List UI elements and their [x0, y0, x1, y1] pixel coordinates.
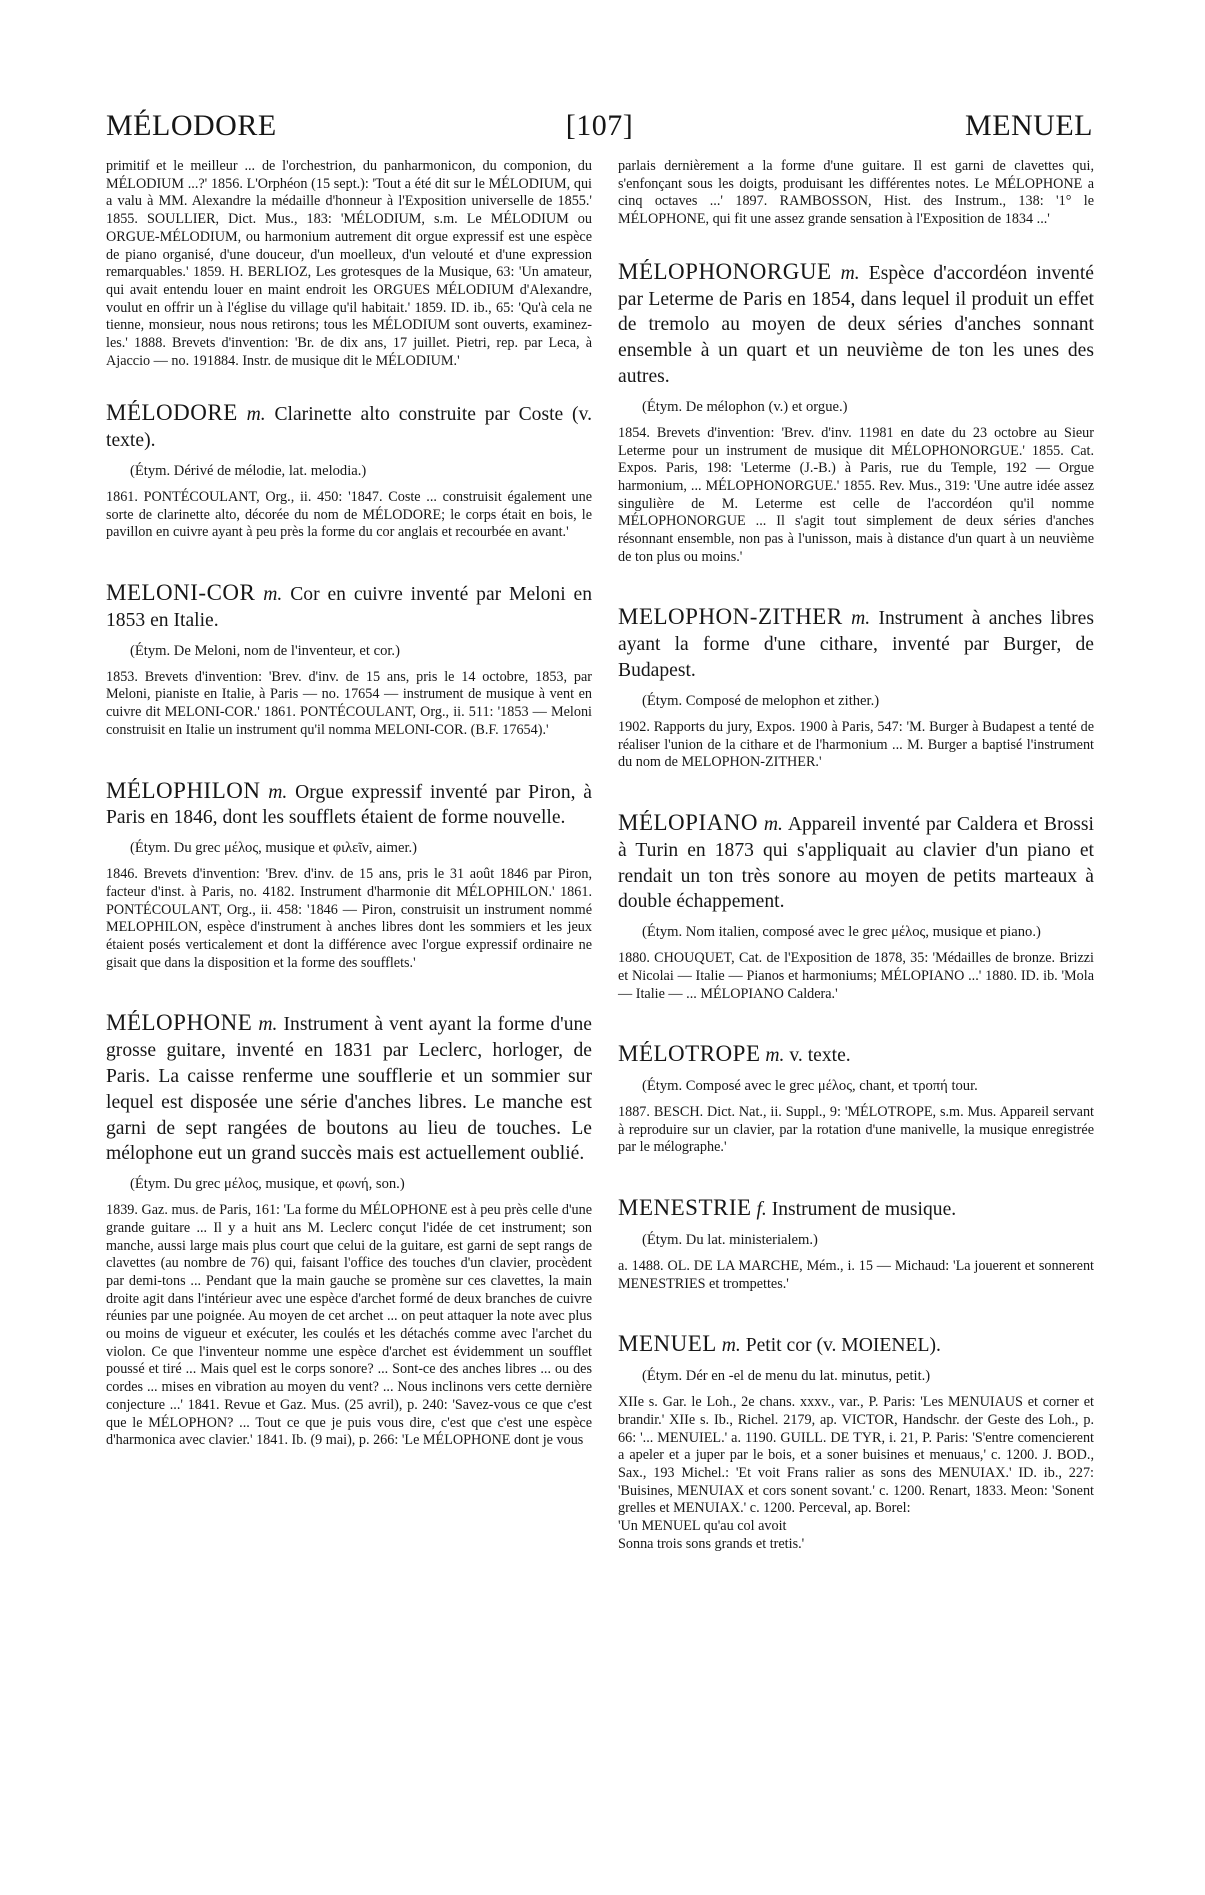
entry-definition: Cor en cuivre inventé par Meloni en 1853 en Italie.: [106, 584, 593, 631]
entry-definition: v. texte.: [789, 1045, 851, 1067]
continuation-text: parlais dernièrement a la forme d'une guitare. Il est garni de clavettes qui, s'enfonçant sous les doigts, produisant les différentes notes. Le MÉLOPHONE a cinq octaves ...' 1897. RAMBOSSON, Hist. des Instrum., 138: '1° le MÉLOPHONE, qui fit une assez grande sensation à l'Exposition de 1834 ...': [618, 158, 1094, 228]
right-column: [618, 158, 1094, 1591]
entry-etymology: (Étym. Du lat. ministerialem.): [642, 1231, 818, 1248]
entry-etymology: (Étym. Dér en -el de menu du lat. minutus, petit.): [642, 1368, 931, 1385]
dictionary-entry-menestrie: [618, 1195, 1094, 1293]
entry-citations: a. 1488. OL. DE LA MARCHE, Mém., i. 15 — Michaud: 'La jouerent et sonnerent MENESTRIES et trompettes.': [618, 1257, 1094, 1292]
dictionary-entry-melodore: [106, 400, 592, 542]
entry-citations: 1880. CHOUQUET, Cat. de l'Exposition de 1878, 35: 'Médailles de bronze. Brizzi et Nicolai — Italie — Pianos et harmoniums; MÉLOPIANO ...' 1880. ID. ib. 'Mola — Italie — ... MÉLOPIANO Caldera.': [618, 950, 1094, 1002]
entry-lead: [106, 778, 592, 832]
dictionary-entry-meloni-cor: [106, 580, 592, 739]
entry-lead: [106, 580, 592, 634]
grammar-label: m.: [258, 1014, 278, 1036]
entry-citations: 1854. Brevets d'invention: 'Brev. d'inv. 11981 en date du 23 octobre au Sieur Leterme pour un instrument de musique dit MÉLOPHONORGUE.' 1855. Cat. Expos. Paris, 198: 'Leterme (J.-B.) à Paris, rue du Temple, 192 — Orgue harmonium, ... MÉLOPHONORGUE.' 1855. Rev. Mus., 319: 'Une autre idée assez singulière de M. Leterme est celle de l'accordéon qu'il nomme MÉLOPHONORGUE ... Il s'agit tout simplement de deux séries d'anches résonnant ensemble, non pas à l'unisson, mais à distance d'un quart à un neuvième de ton plus ou moins.': [618, 424, 1094, 565]
header-left-guide-word: MÉLODORE: [106, 109, 277, 142]
entry-etymology: (Étym. De Meloni, nom de l'inventeur, et cor.): [130, 642, 400, 659]
grammar-label: f.: [756, 1199, 767, 1221]
running-head: [106, 104, 1093, 148]
entry-citations: 1853. Brevets d'invention: 'Brev. d'inv. de 15 ans, pris le 14 octobre, 1853, par Meloni, pianiste en Italie, à Paris — no. 17654 — instrument de musique à vent en cuivre dit MELONI-COR.' 1861. PONTÉCOULANT, Org., ii. 511: '1853 — Meloni construisit en Italie un instrument qu'il nomma MELONI-COR. (B.F. 17654).': [106, 668, 592, 738]
entry-etymology: (Étym. Dérivé de mélodie, lat. melodia.): [130, 463, 367, 480]
entry-etymology: (Étym. Composé avec le grec μέλος, chant, et τροπή tour.: [642, 1078, 978, 1095]
entry-headword: MÉLOPHONORGUE: [618, 258, 832, 284]
left-column: [106, 158, 592, 1488]
grammar-label: m.: [246, 404, 266, 426]
entry-definition: Instrument de musique.: [771, 1199, 957, 1221]
entry-etymology: (Étym. Nom italien, composé avec le grec μέλος, musique et piano.): [642, 924, 1041, 941]
grammar-label: m.: [263, 584, 283, 606]
dictionary-entry-melotrope: [618, 1041, 1094, 1157]
dictionary-entry-melophilon: [106, 778, 592, 973]
dictionary-entry-melopiano: [618, 810, 1094, 1003]
entry-citations: 1846. Brevets d'invention: 'Brev. d'inv. de 15 ans, pris le 31 août 1846 par Piron, facteur d'inst. à Paris, no. 4182. Instrument d'harmonie dit MÉLOPHILON.' 1861. PONTÉCOULANT, Org., ii. 458: '1846 — Piron, construisit un instrument nommé MELOPHILON, espèce d'instrument à anches libres dont les sommiers et les jeux étaient posés verticalement et dont la différence avec l'orgue expressif ordinaire ne gisait que dans la disposition et la forme des soufflets.': [106, 866, 592, 971]
dictionary-entry-melophonorgue: [618, 259, 1094, 567]
entry-etymology: (Étym. Du grec μέλος, musique et φιλεῖν, aimer.): [130, 840, 418, 857]
entry-headword: MELOPHON-ZITHER: [618, 604, 843, 630]
entry-etymology: (Étym. Du grec μέλος, musique, et φωνή, son.): [130, 1176, 405, 1193]
entry-definition: Espèce d'accordéon inventé par Leterme de Paris en 1854, dans lequel il produit un effet de tremolo au moyen de deux séries d'anches sonnant ensemble à un quart et un neuvième de ton les unes des autres.: [618, 262, 1094, 387]
page-number: [107]: [565, 109, 634, 142]
grammar-label: m.: [765, 1045, 785, 1067]
entry-etymology: (Étym. De mélophon (v.) et orgue.): [642, 398, 848, 415]
entry-headword: MENESTRIE: [618, 1195, 752, 1221]
grammar-label: m.: [721, 1335, 741, 1357]
entry-etymology: (Étym. Composé de melophon et zither.): [642, 692, 880, 709]
grammar-label: m.: [851, 608, 871, 630]
entry-definition: Petit cor (v. MOIENEL).: [745, 1335, 941, 1357]
entry-definition: Appareil inventé par Caldera et Brossi à Turin en 1873 qui s'appliquait au clavier d'un piano et rendait un ton très sonore au moyen de petits marteaux à double échappement.: [618, 813, 1094, 913]
entry-definition: Clarinette alto construite par Coste (v. texte).: [106, 404, 592, 452]
entry-definition: Orgue expressif inventé par Piron, à Paris en 1846, dont les soufflets étaient de forme nouvelle.: [106, 781, 592, 829]
entry-citations: 1839. Gaz. mus. de Paris, 161: 'La forme du MÉLOPHONE est à peu près celle d'une grande guitare ... Il y a huit ans M. Leclerc conçut l'idée de cet instrument; son manche, aussi large mais plus court que celui de la guitare, est garni de sept rangs de clavettes (au nombre de 76) qui, faisant l'office des touches d'un clavier, procèdent par demi-tons ... Pendant que la main gauche se promène sur ces clavettes, la main droite agit dans l'intérieur avec une espèce d'archet formé de deux branches de cuivre réunies par une poignée. Au moyen de cet archet ... on peut attaquer la note avec plus ou moins de vigueur et exécuter, les coulés et les détachés comme avec l'archet du violon. Ce que l'inventeur nomme une espèce d'archet est évidemment un soufflet poussé et tiré ... Mais quel est le corps sonore? ... Sont-ce des anches libres ... ou des cordes ... mises en vibration au moyen du vent? ... Nous inclinons vers cette dernière conjecture ...' 1841. Revue et Gaz. Mus. (25 avril), p. 240: 'Savez-vous ce que c'est que le MÉLOPHON? ... Tout ce que je puis vous dire, c'est que c'est une espèce d'harmonica avec clavier.' 1841. Ib. (9 mai), p. 266: 'Le MÉLOPHONE dont je vous: [106, 1202, 592, 1449]
entry-lead: [618, 604, 1094, 683]
dictionary-entry-melophon-zither: [618, 604, 1094, 772]
dictionary-entry-menuel: [618, 1331, 1094, 1553]
entry-lead: [618, 1041, 1094, 1069]
entry-headword: MÉLOPIANO: [618, 809, 758, 835]
entry-lead: [106, 400, 592, 454]
entry-citations: 1902. Rapports du jury, Expos. 1900 à Paris, 547: 'M. Burger à Budapest a tenté de réaliser l'union de la cithare et de l'harmonium ... M. Burger a baptisé l'instrument du nom de MELOPHON-ZITHER.': [618, 718, 1094, 771]
grammar-label: m.: [763, 813, 783, 835]
entry-lead: [618, 259, 1094, 390]
grammar-label: m.: [268, 781, 288, 803]
entry-headword: MÉLOTROPE: [618, 1041, 761, 1067]
entry-headword: MELONI-COR: [106, 580, 256, 606]
entry-lead: [618, 810, 1094, 915]
entry-headword: MÉLODORE: [106, 400, 238, 426]
entry-citations: 1887. BESCH. Dict. Nat., ii. Suppl., 9: 'MÉLOTROPE, s.m. Mus. Appareil servant à reproduire sur un clavier, par la rotation d'une manivelle, la musique enregistrée par le mélographe.': [618, 1104, 1094, 1156]
entry-lead: [106, 1010, 592, 1167]
entry-definition: Instrument à anches libres ayant la forme d'une cithare, inventé par Burger, de Budapest.: [618, 608, 1094, 682]
entry-headword: MENUEL: [618, 1331, 717, 1357]
header-right-guide-word: MENUEL: [965, 109, 1093, 142]
dictionary-entry-melophone: [106, 1010, 592, 1450]
entry-definition: Instrument à vent ayant la forme d'une grosse guitare, inventé en 1831 par Leclerc, horloger, de Paris. La caisse renferme une soufflerie et un sommier sur lequel est disposée une série d'anches libres. Le manche est garni de sept rangées de boutons au lieu de touches. Le mélophone eut un grand succès mais est actuellement oublié.: [106, 1014, 593, 1165]
entry-lead: [618, 1195, 1094, 1223]
entry-headword: MÉLOPHILON: [106, 777, 261, 803]
entry-citations: 1861. PONTÉCOULANT, Org., ii. 450: '1847. Coste ... construisit également une sorte de clarinette alto, décorée du nom de MÉLODORE; le corps était en bois, le pavillon en cuivre ayant à peu près la forme du cor anglais et recourbée en avant.': [106, 489, 592, 541]
entry-lead: [618, 1331, 1094, 1359]
entry-citations: XIIe s. Gar. le Loh., 2e chans. xxxv., var., P. Paris: 'Les MENUIAUS et corner et brandir.' XIIe s. Ib., Richel. 2179, ap. VICTOR, Handschr. der Geste des Loh., p. 66: '... MENUIEL.' a. 1190. GUILL. DE TYR, i. 21, P. Paris: 'S'entre comencierent a apeler et a juper par le bois, et a soner buisines et menuaus,' c. 1200. J. BOD., Sax., 193 Michel.: 'Et voit Frans ralier as sons des MENUIAX.' ID. ib., 227: 'Buisines, MENUIAX et cors sonent sovant.' c. 1200. Renart, 1833. Meon: 'Sonent grelles et MENUIAX.' c. 1200. Perceval, ap. Borel: 'Un MENUEL qu'au col avoit Sonna trois sons grands et tretis.': [618, 1394, 1094, 1552]
entry-headword: MÉLOPHONE: [106, 1010, 253, 1036]
continuation-text: primitif et le meilleur ... de l'orchestrion, du panharmonicon, du componion, du MÉLODIUM ...?' 1856. L'Orphéon (15 sept.): 'Tout a été dit sur le MÉLODIUM, qui a valu à MM. Alexandre la médaille d'honneur à l'Exposition universelle de 1855.' 1855. SOULLIER, Dict. Mus., 183: 'MÉLODIUM, s.m. Le MÉLODIUM ou ORGUE-MÉLODIUM, ou harmonium autrement dit orgue expressif est une espèce de piano organisé, d'une douceur, d'un moelleux, d'un velouté et d'une expression remarquables.' 1859. H. BERLIOZ, Les grotesques de la Musique, 63: 'Un amateur, qui avait entendu louer en maint endroit les ORGUES MÉLODIUM d'Alexandre, voulut en offrir un à l'église du village qu'il habitait.' 1859. ID. ib., 65: 'Qu'à cela ne tienne, monsieur, nous nous retirons; tous les MÉLODIUM sont ouverts, examinez-les.' 1888. Brevets d'invention: 'Br. de dix ans, 17 juillet. Pietri, rep. par Leca, à Ajaccio — no. 191884. Instr. de musique dit le MÉLODIUM.': [106, 158, 592, 369]
grammar-label: m.: [840, 262, 860, 284]
